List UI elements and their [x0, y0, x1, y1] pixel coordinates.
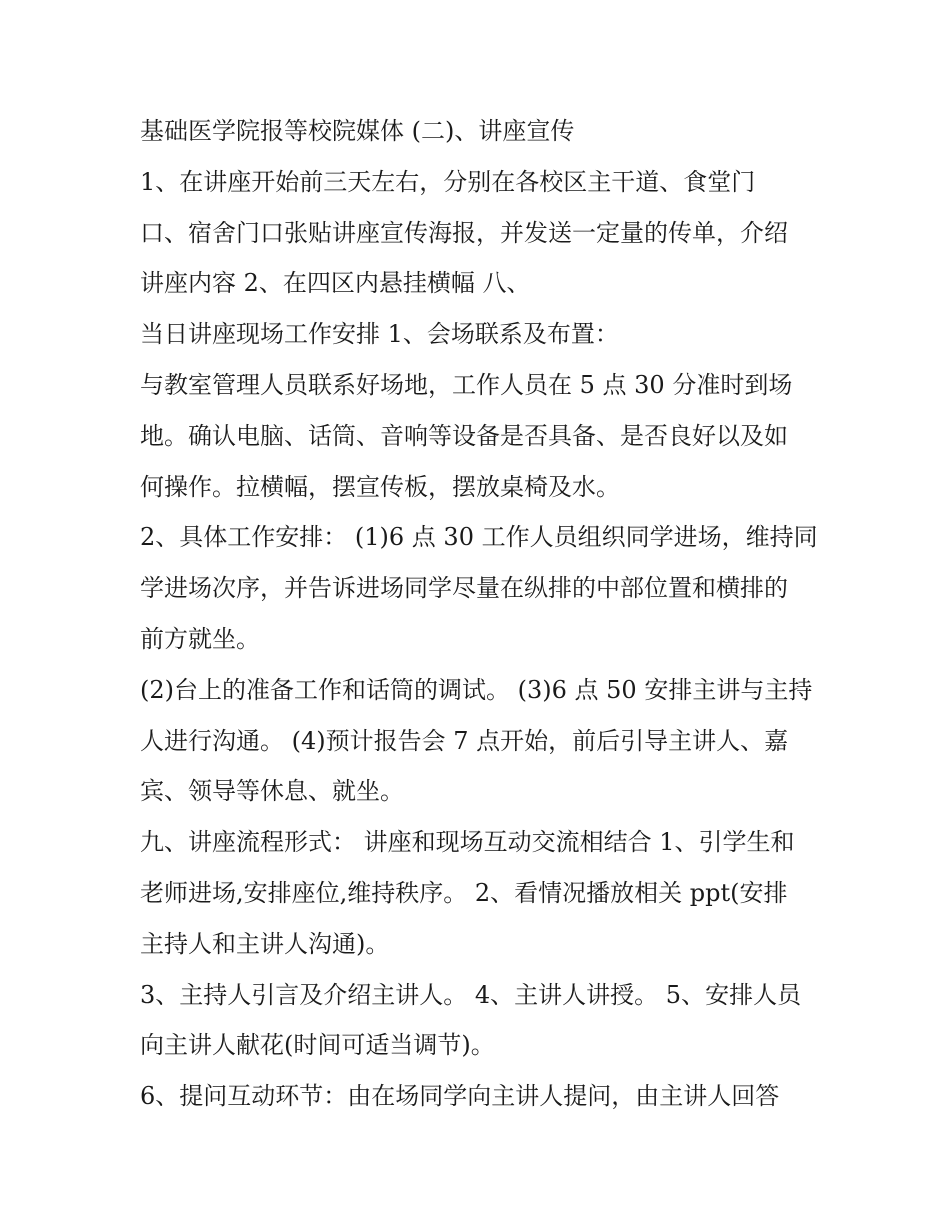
text-line: 3、主持人引言及介绍主讲人。 4、主讲人讲授。 5、安排人员 — [140, 980, 802, 1009]
text-line: 九、讲座流程形式： 讲座和现场互动交流相结合 1、引学生和 — [140, 828, 795, 857]
document-body — [140, 106, 820, 1122]
text-line: 与教室管理人员联系好场地，工作人员在 5 点 30 分准时到场 — [140, 370, 793, 399]
text-line: 口、宿舍门口张贴讲座宣传海报，并发送一定量的传单，介绍 — [140, 218, 788, 247]
text-line: 2、具体工作安排： (1)6 点 30 工作人员组织同学进场，维持同 — [140, 523, 818, 552]
text-line: 6、提问互动环节：由在场同学向主讲人提问，由主讲人回答 — [140, 1082, 780, 1111]
text-line: 学进场次序，并告诉进场同学尽量在纵排的中部位置和横排的 — [140, 574, 788, 603]
text-line: 讲座内容 2、在四区内悬挂横幅 八、 — [140, 269, 531, 298]
text-line: 1、在讲座开始前三天左右，分别在各校区主干道、食堂门 — [140, 167, 756, 196]
text-line: 老师进场,安排座位,维持秩序。 2、看情况播放相关 ppt(安排 — [140, 878, 788, 907]
text-line: 人进行沟通。 (4)预计报告会 7 点开始，前后引导主讲人、嘉 — [140, 726, 789, 755]
text-line: 宾、领导等休息、就坐。 — [140, 777, 404, 806]
text-line: 向主讲人献花(时间可适当调节)。 — [140, 1031, 495, 1060]
text-line: 何操作。拉横幅，摆宣传板，摆放桌椅及水。 — [140, 472, 620, 501]
text-line: 前方就坐。 — [140, 624, 260, 653]
text-line: 主持人和主讲人沟通)。 — [140, 929, 390, 958]
text-line: 地。确认电脑、话筒、音响等设备是否具备、是否良好以及如 — [140, 421, 788, 450]
text-line: (2)台上的准备工作和话筒的调试。 (3)6 点 50 安排主讲与主持 — [140, 675, 813, 704]
text-line: 当日讲座现场工作安排 1、会场联系及布置： — [140, 320, 619, 349]
text-line: 基础医学院报等校院媒体 (二)、讲座宣传 — [140, 117, 575, 145]
